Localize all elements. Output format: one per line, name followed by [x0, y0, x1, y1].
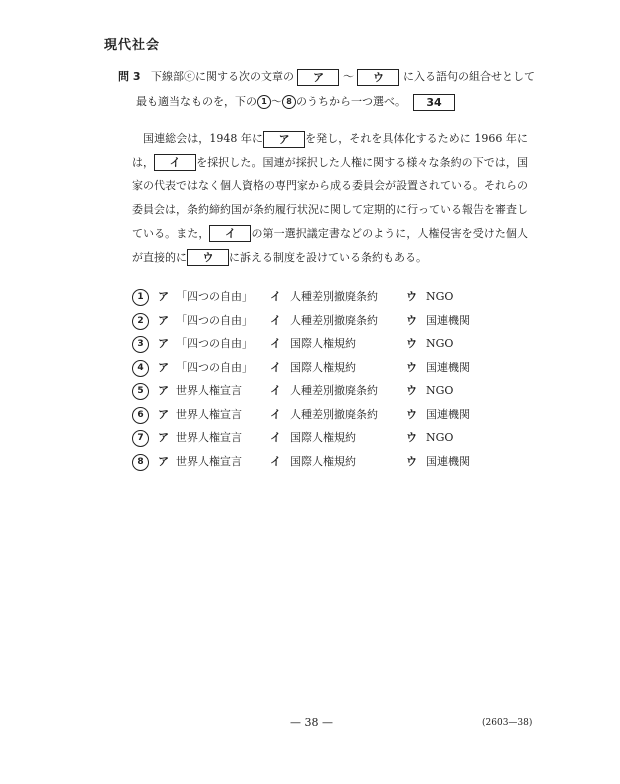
- passage-blank-a: ア: [263, 131, 305, 148]
- value-i: 人種差別撤廃条約: [290, 290, 378, 303]
- key-u: ウ: [406, 407, 417, 421]
- value-u: 国連機関: [426, 454, 470, 468]
- passage-blank-u: ウ: [187, 249, 229, 266]
- choice-number: 4: [132, 360, 149, 377]
- value-a: 「四つの自由」: [176, 290, 253, 303]
- choice-number: 5: [132, 383, 149, 400]
- value-u: 国連機関: [426, 313, 470, 327]
- value-u: NGO: [426, 431, 454, 444]
- blank-box-u: ウ: [357, 69, 399, 86]
- choice-marker-8: 8: [282, 95, 296, 109]
- question-text-2: に入る語句の組合せとして: [402, 70, 535, 83]
- key-i: イ: [270, 431, 281, 444]
- value-a: 世界人権宣言: [176, 454, 242, 468]
- value-a: 世界人権宣言: [176, 431, 242, 444]
- key-i: イ: [270, 337, 281, 350]
- question-text-1: 下線部ⓒに関する次の文章の: [150, 70, 294, 83]
- choice-number: 3: [132, 336, 149, 353]
- question-number: 問 3: [118, 70, 141, 83]
- value-i: 国際人権規約: [290, 431, 356, 444]
- key-i: イ: [270, 360, 281, 374]
- value-i: 国際人権規約: [290, 454, 356, 468]
- value-u: NGO: [426, 337, 454, 350]
- key-i: イ: [270, 407, 281, 421]
- key-i: イ: [270, 290, 281, 303]
- key-u: ウ: [406, 454, 417, 468]
- key-u: ウ: [406, 360, 417, 374]
- answer-box: 34: [413, 94, 455, 111]
- value-i: 国際人権規約: [290, 337, 356, 350]
- key-a: ア: [158, 407, 169, 421]
- key-u: ウ: [406, 313, 417, 327]
- value-u: 国連機関: [426, 407, 470, 421]
- value-u: 国連機関: [426, 360, 470, 374]
- page-code: (2603—38): [482, 718, 533, 728]
- choice-number: 1: [132, 289, 149, 306]
- subject-title: 現代社会: [104, 38, 161, 53]
- passage-blank-i-2: イ: [209, 225, 251, 242]
- key-u: ウ: [406, 290, 417, 303]
- key-u: ウ: [406, 337, 417, 350]
- key-u: ウ: [406, 431, 417, 444]
- key-i: イ: [270, 454, 281, 468]
- question-text-3: 最も適当なものを，下の: [136, 95, 257, 108]
- value-u: NGO: [426, 384, 454, 397]
- tilde: 〜: [342, 70, 354, 83]
- passage: [132, 127, 528, 269]
- value-i: 人種差別撤廃条約: [290, 384, 378, 397]
- value-a: 世界人権宣言: [176, 407, 242, 421]
- question-line-2: [118, 89, 538, 114]
- key-u: ウ: [406, 384, 417, 397]
- question-text-4: のうちから一つ選べ。: [296, 95, 406, 108]
- key-a: ア: [158, 290, 169, 303]
- key-a: ア: [158, 360, 169, 374]
- key-a: ア: [158, 431, 169, 444]
- value-a: 「四つの自由」: [176, 360, 253, 374]
- choice-number: 7: [132, 430, 149, 447]
- blank-box-a: ア: [297, 69, 339, 86]
- choice-marker-1: 1: [257, 95, 271, 109]
- key-i: イ: [270, 384, 281, 397]
- choice-number: 6: [132, 407, 149, 424]
- key-a: ア: [158, 313, 169, 327]
- value-i: 国際人権規約: [290, 360, 356, 374]
- key-a: ア: [158, 337, 169, 350]
- value-a: 「四つの自由」: [176, 337, 253, 350]
- key-a: ア: [158, 384, 169, 397]
- question-line-1: [118, 64, 538, 89]
- page-number: — 38 —: [290, 716, 333, 729]
- value-i: 人種差別撤廃条約: [290, 407, 378, 421]
- value-i: 人種差別撤廃条約: [290, 313, 378, 327]
- passage-text-2: を発し，それを具体化するために 1966 年には，: [132, 132, 528, 169]
- question-block: [118, 64, 538, 114]
- key-a: ア: [158, 454, 169, 468]
- passage-text-4: の第一選択議定書などのように，人権侵害を受けた個人が直接的に: [132, 226, 528, 264]
- passage-text-3: を採択した。国連が採択した人権に関する様々な条約の下では，国家の代表ではなく個人資格の専門家から成る委員会が設置されている。それらの委員会は，条約締約国が条約履行状況に関して定期的に行っている報告を審査している。また，: [132, 155, 528, 240]
- value-a: 「四つの自由」: [176, 313, 253, 327]
- passage-text-5: に訴える制度を設けている条約もある。: [229, 250, 427, 264]
- choice-number: 2: [132, 313, 149, 330]
- choice-number: 8: [132, 454, 149, 471]
- passage-text-1: 国連総会は，1948 年に: [143, 132, 264, 145]
- tilde-2: 〜: [271, 95, 282, 108]
- passage-blank-i: イ: [154, 154, 196, 171]
- value-u: NGO: [426, 290, 454, 303]
- key-i: イ: [270, 313, 281, 327]
- value-a: 世界人権宣言: [176, 384, 242, 397]
